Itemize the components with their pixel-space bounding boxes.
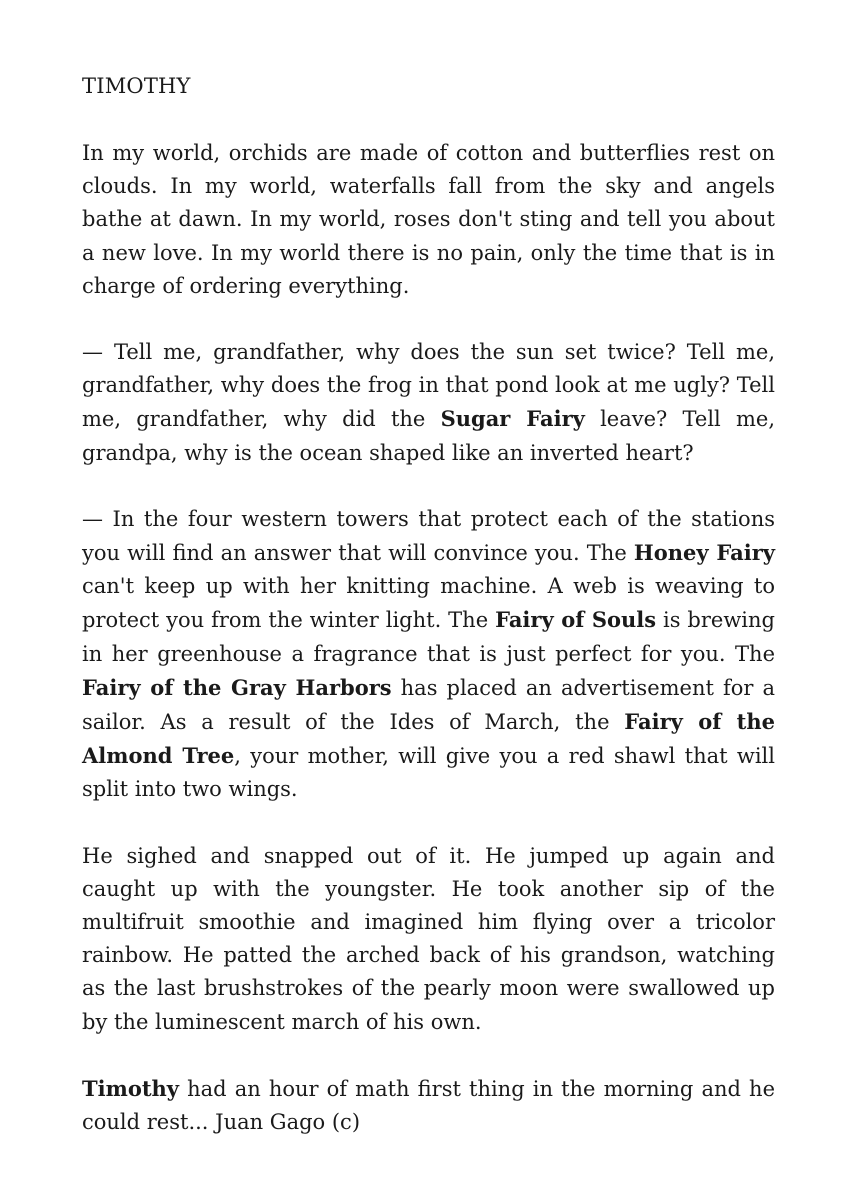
text-run: is brewing in her greenhouse a fragrance that is just perfect for you. The: [82, 608, 775, 666]
text-run: has placed an advertisement for a sailor. As a result of the Ides of March, the: [82, 675, 775, 735]
text-run: — In the four western towers that protect each of the stations you will find an answer that will convince you. The: [82, 506, 775, 566]
text-run: — Tell me, grandfather, why does the sun set twice? Tell me, grandfather, why does the frog in that pond look at me ugly? Tell me, grandfather, why did the: [82, 340, 775, 432]
document-title: TIMOTHY: [82, 74, 191, 98]
paragraph: [82, 137, 775, 303]
text-run: In my world, orchids are made of cotton and butterflies rest on clouds. In my world, waterfalls fall from the sky and angels bathe at dawn. In my world, roses don't sting and tell you about a new love. In my world there is no pain, only the time that is in charge of ordering everything.: [82, 141, 775, 298]
paragraph: [82, 840, 775, 1039]
paragraph: [82, 336, 775, 470]
text-run: He sighed and snapped out of it. He jumped up again and caught up with the youngster. He took another sip of the multifruit smoothie and imagined him flying over a tricolor rainbow. He patted the arched back of his grandson, watching as the last brushstrokes of the pearly moon were swallowed up by the luminescent march of his own.: [82, 843, 775, 1034]
bold-name: Fairy of the Almond Tree: [82, 709, 776, 769]
text-run: , your mother, will give you a red shawl that will split into two wings.: [82, 744, 775, 802]
text-run: leave? Tell me, grandpa, why is the ocean shaped like an inverted heart?: [82, 407, 775, 465]
bold-name: Timothy: [82, 1075, 180, 1101]
paragraph: [82, 503, 775, 807]
bold-name: Fairy of the Gray Harbors: [82, 674, 392, 700]
paragraph: [82, 1072, 775, 1139]
text-run: can't keep up with her knitting machine. A web is weaving to protect you from the winter light. The: [82, 574, 775, 633]
text-run: had an hour of math first thing in the morning and he could rest... Juan Gago (c): [82, 1076, 775, 1135]
bold-name: Sugar Fairy: [440, 406, 585, 432]
document-body: [82, 137, 775, 1139]
bold-name: Honey Fairy: [633, 540, 775, 566]
bold-name: Fairy of Souls: [495, 607, 657, 633]
